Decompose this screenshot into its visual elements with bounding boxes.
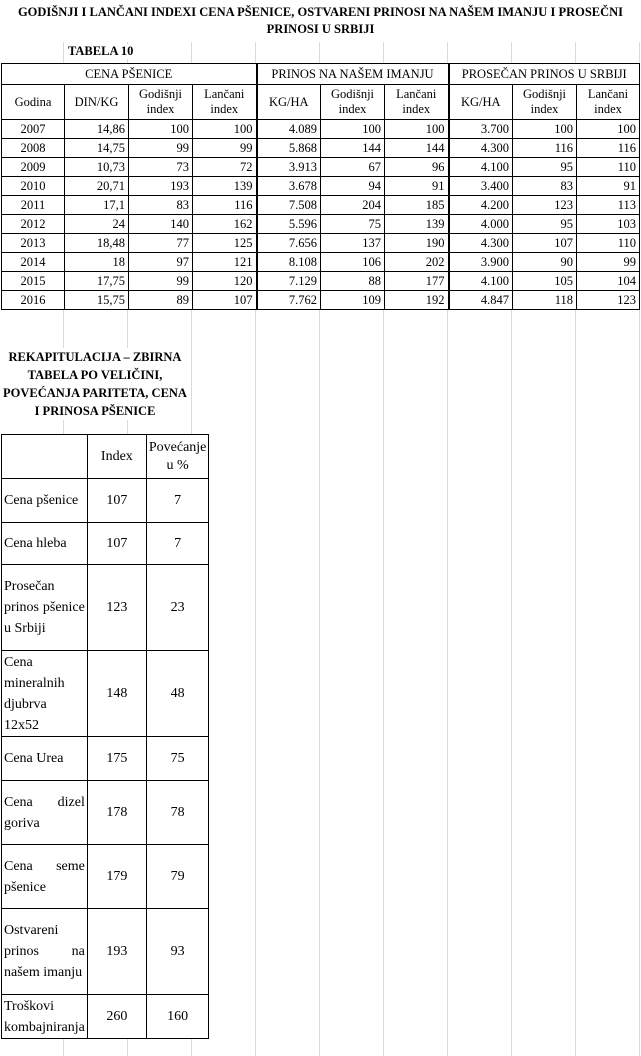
recap-header: Povećanje u % bbox=[146, 435, 209, 479]
table-cell: 15,75 bbox=[65, 291, 129, 310]
table-cell: 17,75 bbox=[65, 272, 129, 291]
table-cell: 120 bbox=[193, 272, 257, 291]
table-cell: 106 bbox=[321, 253, 385, 272]
table-cell: 107 bbox=[513, 234, 577, 253]
recap-label: Cena dizel goriva bbox=[2, 781, 88, 845]
recap-row bbox=[2, 781, 209, 845]
table-cell: 7.762 bbox=[257, 291, 321, 310]
recap-table bbox=[1, 434, 209, 1039]
table-cell: 3.700 bbox=[449, 120, 513, 139]
column-header: Godišnji index bbox=[321, 85, 385, 120]
table-cell: 103 bbox=[577, 215, 640, 234]
table-row bbox=[2, 234, 640, 253]
table-cell: 90 bbox=[513, 253, 577, 272]
table-cell: 192 bbox=[385, 291, 449, 310]
table-row bbox=[2, 272, 640, 291]
table-cell: 100 bbox=[321, 120, 385, 139]
table-cell: 3.400 bbox=[449, 177, 513, 196]
table-cell: 88 bbox=[321, 272, 385, 291]
main-table bbox=[1, 63, 640, 310]
table-cell: 83 bbox=[129, 196, 193, 215]
group-header-prinos-imanje: PRINOS NA NAŠEM IMANJU bbox=[257, 64, 449, 85]
table-cell: 2013 bbox=[2, 234, 65, 253]
table-cell: 95 bbox=[513, 158, 577, 177]
table-cell: 110 bbox=[577, 158, 640, 177]
recap-row bbox=[2, 479, 209, 523]
recap-increase: 23 bbox=[146, 565, 209, 651]
recap-index: 107 bbox=[87, 523, 146, 565]
table-cell: 91 bbox=[577, 177, 640, 196]
recap-increase: 7 bbox=[146, 523, 209, 565]
table-row bbox=[2, 196, 640, 215]
table-cell: 140 bbox=[129, 215, 193, 234]
table-cell: 109 bbox=[321, 291, 385, 310]
table-cell: 123 bbox=[513, 196, 577, 215]
table-cell: 2015 bbox=[2, 272, 65, 291]
table-cell: 144 bbox=[321, 139, 385, 158]
column-header: KG/HA bbox=[257, 85, 321, 120]
table-cell: 4.300 bbox=[449, 234, 513, 253]
table-cell: 67 bbox=[321, 158, 385, 177]
table-cell: 137 bbox=[321, 234, 385, 253]
table-cell: 125 bbox=[193, 234, 257, 253]
table-cell: 100 bbox=[577, 120, 640, 139]
table-cell: 24 bbox=[65, 215, 129, 234]
column-header: Godina bbox=[2, 85, 65, 120]
recap-title: REKAPITULACIJA – ZBIRNA TABELA PO VELIČINI, POVEĆANJA PARITETA, CENA I PRINOSA PŠENICE bbox=[0, 348, 190, 420]
table-cell: 118 bbox=[513, 291, 577, 310]
recap-row bbox=[2, 995, 209, 1039]
table-cell: 8.108 bbox=[257, 253, 321, 272]
table-cell: 116 bbox=[513, 139, 577, 158]
table-cell: 7.129 bbox=[257, 272, 321, 291]
table-cell: 116 bbox=[577, 139, 640, 158]
table-cell: 83 bbox=[513, 177, 577, 196]
table-cell: 2009 bbox=[2, 158, 65, 177]
table-cell: 5.868 bbox=[257, 139, 321, 158]
table-cell: 2012 bbox=[2, 215, 65, 234]
table-row bbox=[2, 291, 640, 310]
table-cell: 20,71 bbox=[65, 177, 129, 196]
table-cell: 2007 bbox=[2, 120, 65, 139]
recap-index: 107 bbox=[87, 479, 146, 523]
table-cell: 17,1 bbox=[65, 196, 129, 215]
table-cell: 100 bbox=[385, 120, 449, 139]
table-cell: 100 bbox=[513, 120, 577, 139]
recap-header-row bbox=[2, 435, 209, 479]
table-cell: 2014 bbox=[2, 253, 65, 272]
table-cell: 4.200 bbox=[449, 196, 513, 215]
column-header: Lančani index bbox=[577, 85, 640, 120]
column-header: Lančani index bbox=[193, 85, 257, 120]
table-cell: 77 bbox=[129, 234, 193, 253]
recap-label: Cena mineralnih djubrva 12x52 bbox=[2, 651, 88, 737]
table-cell: 14,86 bbox=[65, 120, 129, 139]
recap-index: 123 bbox=[87, 565, 146, 651]
main-table-body bbox=[2, 120, 640, 310]
table-cell: 177 bbox=[385, 272, 449, 291]
recap-table-body bbox=[2, 479, 209, 1039]
page-title bbox=[0, 0, 641, 42]
table-cell: 3.678 bbox=[257, 177, 321, 196]
recap-index: 175 bbox=[87, 737, 146, 781]
column-header-row bbox=[2, 85, 640, 120]
table-cell: 73 bbox=[129, 158, 193, 177]
table-cell: 139 bbox=[385, 215, 449, 234]
table-cell: 4.000 bbox=[449, 215, 513, 234]
table-cell: 96 bbox=[385, 158, 449, 177]
table-cell: 97 bbox=[129, 253, 193, 272]
recap-index: 260 bbox=[87, 995, 146, 1039]
table-cell: 99 bbox=[129, 139, 193, 158]
table-cell: 202 bbox=[385, 253, 449, 272]
recap-increase: 7 bbox=[146, 479, 209, 523]
table-cell: 18,48 bbox=[65, 234, 129, 253]
recap-row bbox=[2, 909, 209, 995]
table-cell: 2010 bbox=[2, 177, 65, 196]
table-cell: 10,73 bbox=[65, 158, 129, 177]
recap-increase: 78 bbox=[146, 781, 209, 845]
group-header-row bbox=[2, 64, 640, 85]
recap-increase: 79 bbox=[146, 845, 209, 909]
table-cell: 3.900 bbox=[449, 253, 513, 272]
recap-label: Cena Urea bbox=[2, 737, 88, 781]
recap-header bbox=[2, 435, 88, 479]
recap-increase: 75 bbox=[146, 737, 209, 781]
table-cell: 91 bbox=[385, 177, 449, 196]
recap-row bbox=[2, 845, 209, 909]
table-cell: 99 bbox=[193, 139, 257, 158]
recap-label: Troškovi kombajniranja bbox=[2, 995, 88, 1039]
table-cell: 4.100 bbox=[449, 272, 513, 291]
group-header-prinos-srbija: PROSEČAN PRINOS U SRBIJI bbox=[449, 64, 640, 85]
table-cell: 190 bbox=[385, 234, 449, 253]
table-cell: 107 bbox=[193, 291, 257, 310]
table-cell: 121 bbox=[193, 253, 257, 272]
table-cell: 4.089 bbox=[257, 120, 321, 139]
table-cell: 94 bbox=[321, 177, 385, 196]
table-cell: 3.913 bbox=[257, 158, 321, 177]
recap-header: Index bbox=[87, 435, 146, 479]
table-row bbox=[2, 215, 640, 234]
recap-index: 178 bbox=[87, 781, 146, 845]
recap-label: Cena pšenice bbox=[2, 479, 88, 523]
column-header: DIN/KG bbox=[65, 85, 129, 120]
recap-increase: 48 bbox=[146, 651, 209, 737]
recap-label: Ostvareni prinos na našem imanju bbox=[2, 909, 88, 995]
table-row bbox=[2, 120, 640, 139]
table-cell: 123 bbox=[577, 291, 640, 310]
title-line-1: GODIŠNJI I LANČANI INDEXI CENA PŠENICE, OSTVARENI PRINOSI NA NAŠEM IMANJU I PROSEČNI bbox=[17, 5, 624, 19]
column-header: Godišnji index bbox=[129, 85, 193, 120]
table-cell: 4.847 bbox=[449, 291, 513, 310]
column-header: KG/HA bbox=[449, 85, 513, 120]
table-cell: 4.300 bbox=[449, 139, 513, 158]
table-cell: 100 bbox=[193, 120, 257, 139]
table-cell: 100 bbox=[129, 120, 193, 139]
recap-increase: 160 bbox=[146, 995, 209, 1039]
recap-index: 148 bbox=[87, 651, 146, 737]
table-cell: 113 bbox=[577, 196, 640, 215]
table-cell: 104 bbox=[577, 272, 640, 291]
title-line-2: PRINOSI U SRBIJI bbox=[266, 22, 375, 36]
recap-row bbox=[2, 737, 209, 781]
table-row bbox=[2, 177, 640, 196]
table-cell: 2011 bbox=[2, 196, 65, 215]
table-cell: 185 bbox=[385, 196, 449, 215]
table-cell: 99 bbox=[129, 272, 193, 291]
recap-row bbox=[2, 651, 209, 737]
recap-increase: 93 bbox=[146, 909, 209, 995]
table-cell: 105 bbox=[513, 272, 577, 291]
table-cell: 144 bbox=[385, 139, 449, 158]
table-cell: 2016 bbox=[2, 291, 65, 310]
table-cell: 204 bbox=[321, 196, 385, 215]
table-row bbox=[2, 253, 640, 272]
table-label: TABELA 10 bbox=[68, 44, 134, 58]
table-cell: 95 bbox=[513, 215, 577, 234]
recap-row bbox=[2, 565, 209, 651]
column-header: Lančani index bbox=[385, 85, 449, 120]
table-cell: 75 bbox=[321, 215, 385, 234]
table-row bbox=[2, 158, 640, 177]
table-cell: 116 bbox=[193, 196, 257, 215]
table-cell: 110 bbox=[577, 234, 640, 253]
table-cell: 18 bbox=[65, 253, 129, 272]
table-cell: 7.656 bbox=[257, 234, 321, 253]
table-cell: 4.100 bbox=[449, 158, 513, 177]
table-cell: 162 bbox=[193, 215, 257, 234]
table-cell: 5.596 bbox=[257, 215, 321, 234]
group-header-cena: CENA PŠENICE bbox=[2, 64, 257, 85]
table-cell: 99 bbox=[577, 253, 640, 272]
recap-row bbox=[2, 523, 209, 565]
recap-label: Prosečan prinos pšenice u Srbiji bbox=[2, 565, 88, 651]
recap-label: Cena hleba bbox=[2, 523, 88, 565]
recap-index: 179 bbox=[87, 845, 146, 909]
recap-label: Cena seme pšenice bbox=[2, 845, 88, 909]
table-cell: 89 bbox=[129, 291, 193, 310]
table-row bbox=[2, 139, 640, 158]
table-cell: 2008 bbox=[2, 139, 65, 158]
recap-index: 193 bbox=[87, 909, 146, 995]
column-header: Godišnji index bbox=[513, 85, 577, 120]
table-cell: 72 bbox=[193, 158, 257, 177]
table-cell: 139 bbox=[193, 177, 257, 196]
table-cell: 14,75 bbox=[65, 139, 129, 158]
table-cell: 193 bbox=[129, 177, 193, 196]
table-cell: 7.508 bbox=[257, 196, 321, 215]
